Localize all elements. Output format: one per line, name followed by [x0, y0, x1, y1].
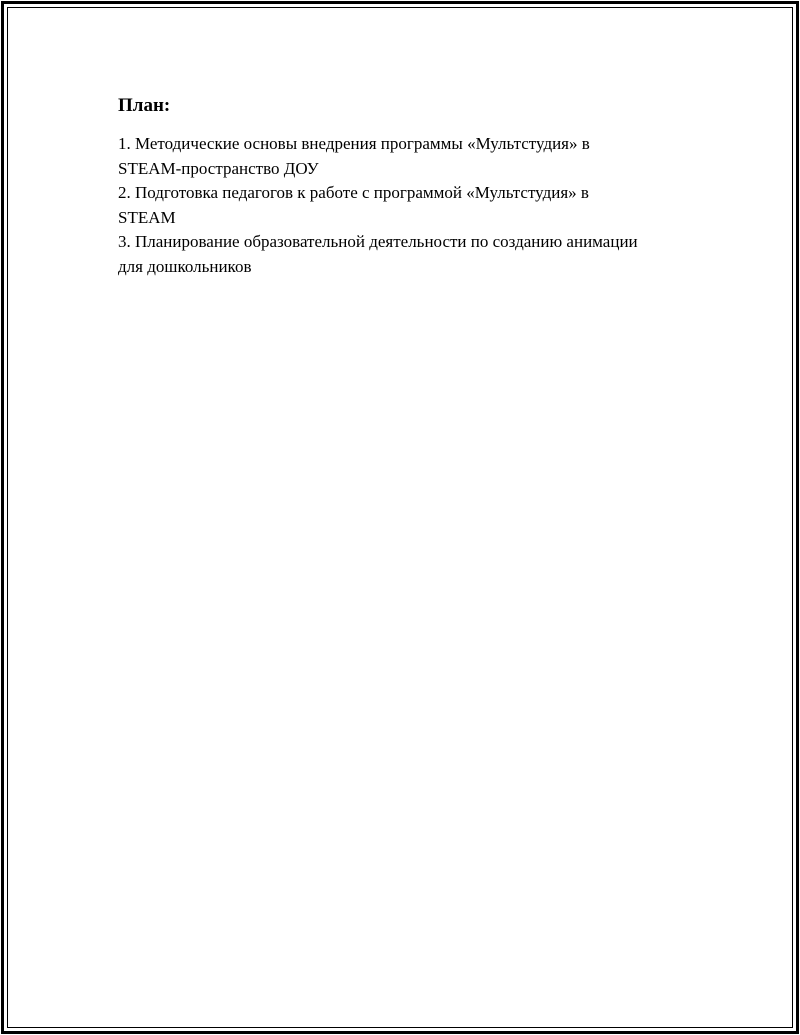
plan-item-2: 2. Подготовка педагогов к работе с программой «Мультстудия» в STEAM	[118, 183, 589, 227]
plan-item-1: 1. Методические основы внедрения программы «Мультстудия» в STEAM-пространство ДОУ	[118, 134, 590, 178]
plan-heading: План:	[118, 95, 171, 116]
plan-item-3: 3. Планирование образовательной деятельности по созданию анимации для дошкольников	[118, 232, 638, 276]
plan-list	[118, 132, 698, 279]
document-body	[118, 94, 698, 279]
